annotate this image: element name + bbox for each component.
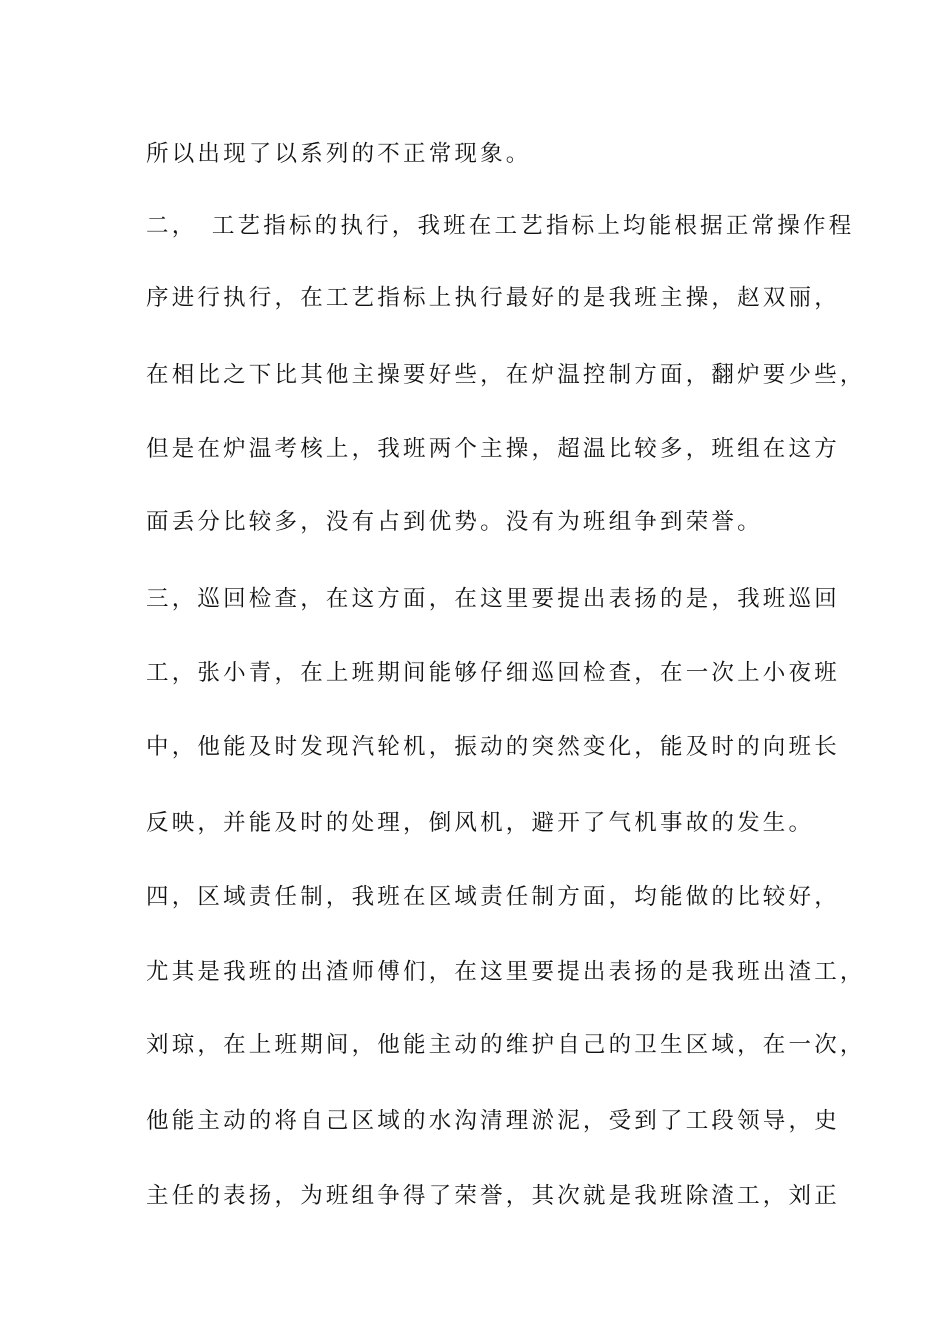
text-line: 在相比之下比其他主操要好些，在炉温控制方面，翻炉要少些， <box>146 362 866 388</box>
text-line: 他能主动的将自己区域的水沟清理淤泥，受到了工段领导，史 <box>146 1108 840 1134</box>
text-line: 序进行执行，在工艺指标上执行最好的是我班主操，赵双丽， <box>146 285 840 311</box>
text-line: 二， 工艺指标的执行，我班在工艺指标上均能根据正常操作程 <box>146 213 855 239</box>
text-line: 所以出现了以系列的不正常现象。 <box>146 141 532 167</box>
text-line: 尤其是我班的出渣师傅们，在这里要提出表扬的是我班出渣工， <box>146 959 866 985</box>
text-line: 主任的表扬，为班组争得了荣誉，其次就是我班除渣工，刘正 <box>146 1183 840 1209</box>
text-line: 三，巡回检查，在这方面，在这里要提出表扬的是，我班巡回 <box>146 586 840 612</box>
text-line: 但是在炉温考核上，我班两个主操，超温比较多，班组在这方 <box>146 436 840 462</box>
text-line: 四，区域责任制，我班在区域责任制方面，均能做的比较好， <box>146 884 840 910</box>
text-line: 反映，并能及时的处理，倒风机，避开了气机事故的发生。 <box>146 810 815 836</box>
text-line: 刘琼，在上班期间，他能主动的维护自己的卫生区域，在一次， <box>146 1032 866 1058</box>
text-line: 中，他能及时发现汽轮机，振动的突然变化，能及时的向班长 <box>146 734 840 760</box>
text-line: 面丢分比较多，没有占到优势。没有为班组争到荣誉。 <box>146 509 763 535</box>
text-line: 工，张小青，在上班期间能够仔细巡回检查，在一次上小夜班 <box>146 660 840 686</box>
